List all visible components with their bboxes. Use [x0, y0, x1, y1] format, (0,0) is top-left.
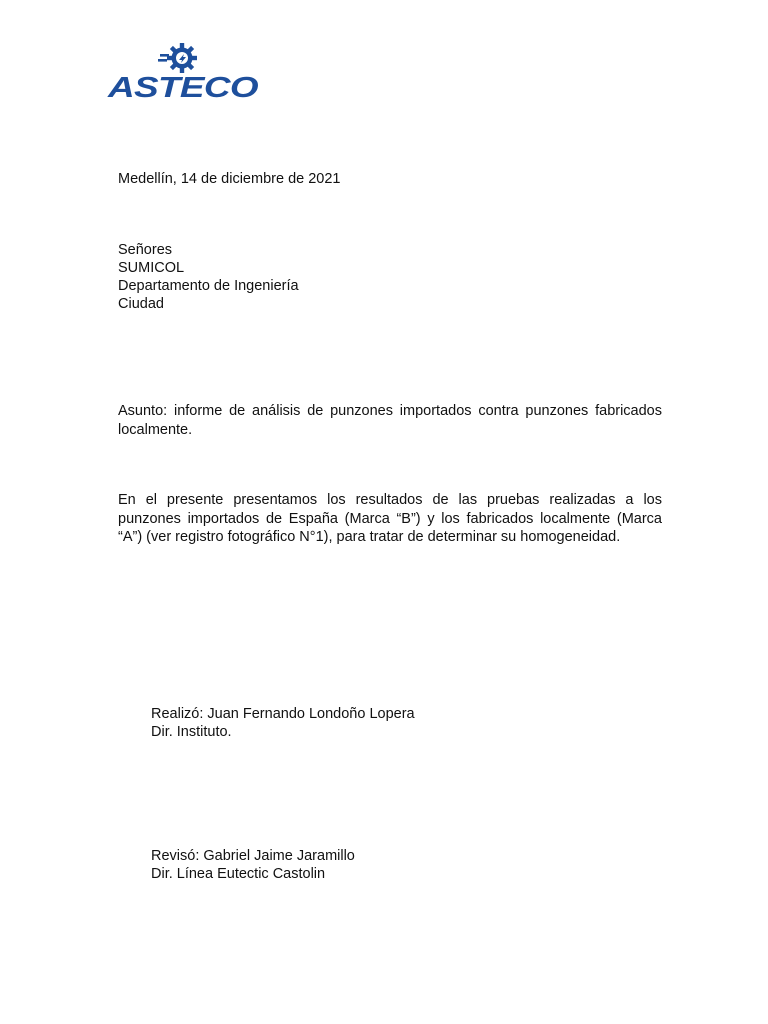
body-paragraph: [118, 491, 662, 547]
place-date: Medellín, 14 de diciembre de 2021: [118, 171, 341, 187]
reviewed-by-role: Dir. Línea Eutectic Castolin: [151, 866, 326, 882]
reviewed-by-name: Revisó: Gabriel Jaime Jaramillo: [151, 848, 355, 864]
recipient-company: SUMICOL: [118, 260, 185, 276]
made-by-role: Dir. Instituto.: [151, 724, 232, 740]
body-line: punzones importados de España (Marca “B”) y los fabricados localmente (Marca: [118, 510, 662, 527]
recipient-salutation: Señores: [118, 242, 173, 258]
recipient-department: Departamento de Ingeniería: [118, 278, 299, 294]
company-logo: [106, 42, 262, 104]
subject-line: Asunto: informe de análisis de punzones importados contra punzones fabricados: [118, 403, 662, 419]
gear-icon: [167, 43, 197, 73]
subject-line: localmente.: [118, 421, 193, 438]
subject: [118, 402, 662, 439]
body-line: “A”) (ver registro fotográfico N°1), para tratar de determinar su homogeneidad.: [118, 529, 621, 545]
body-line: En el presente presentamos los resultados de las pruebas realizadas a los: [118, 492, 662, 508]
recipient-city: Ciudad: [118, 296, 164, 312]
made-by-name: Realizó: Juan Fernando Londoño Lopera: [151, 706, 415, 722]
logo-wordmark: ASTECO: [106, 72, 260, 104]
